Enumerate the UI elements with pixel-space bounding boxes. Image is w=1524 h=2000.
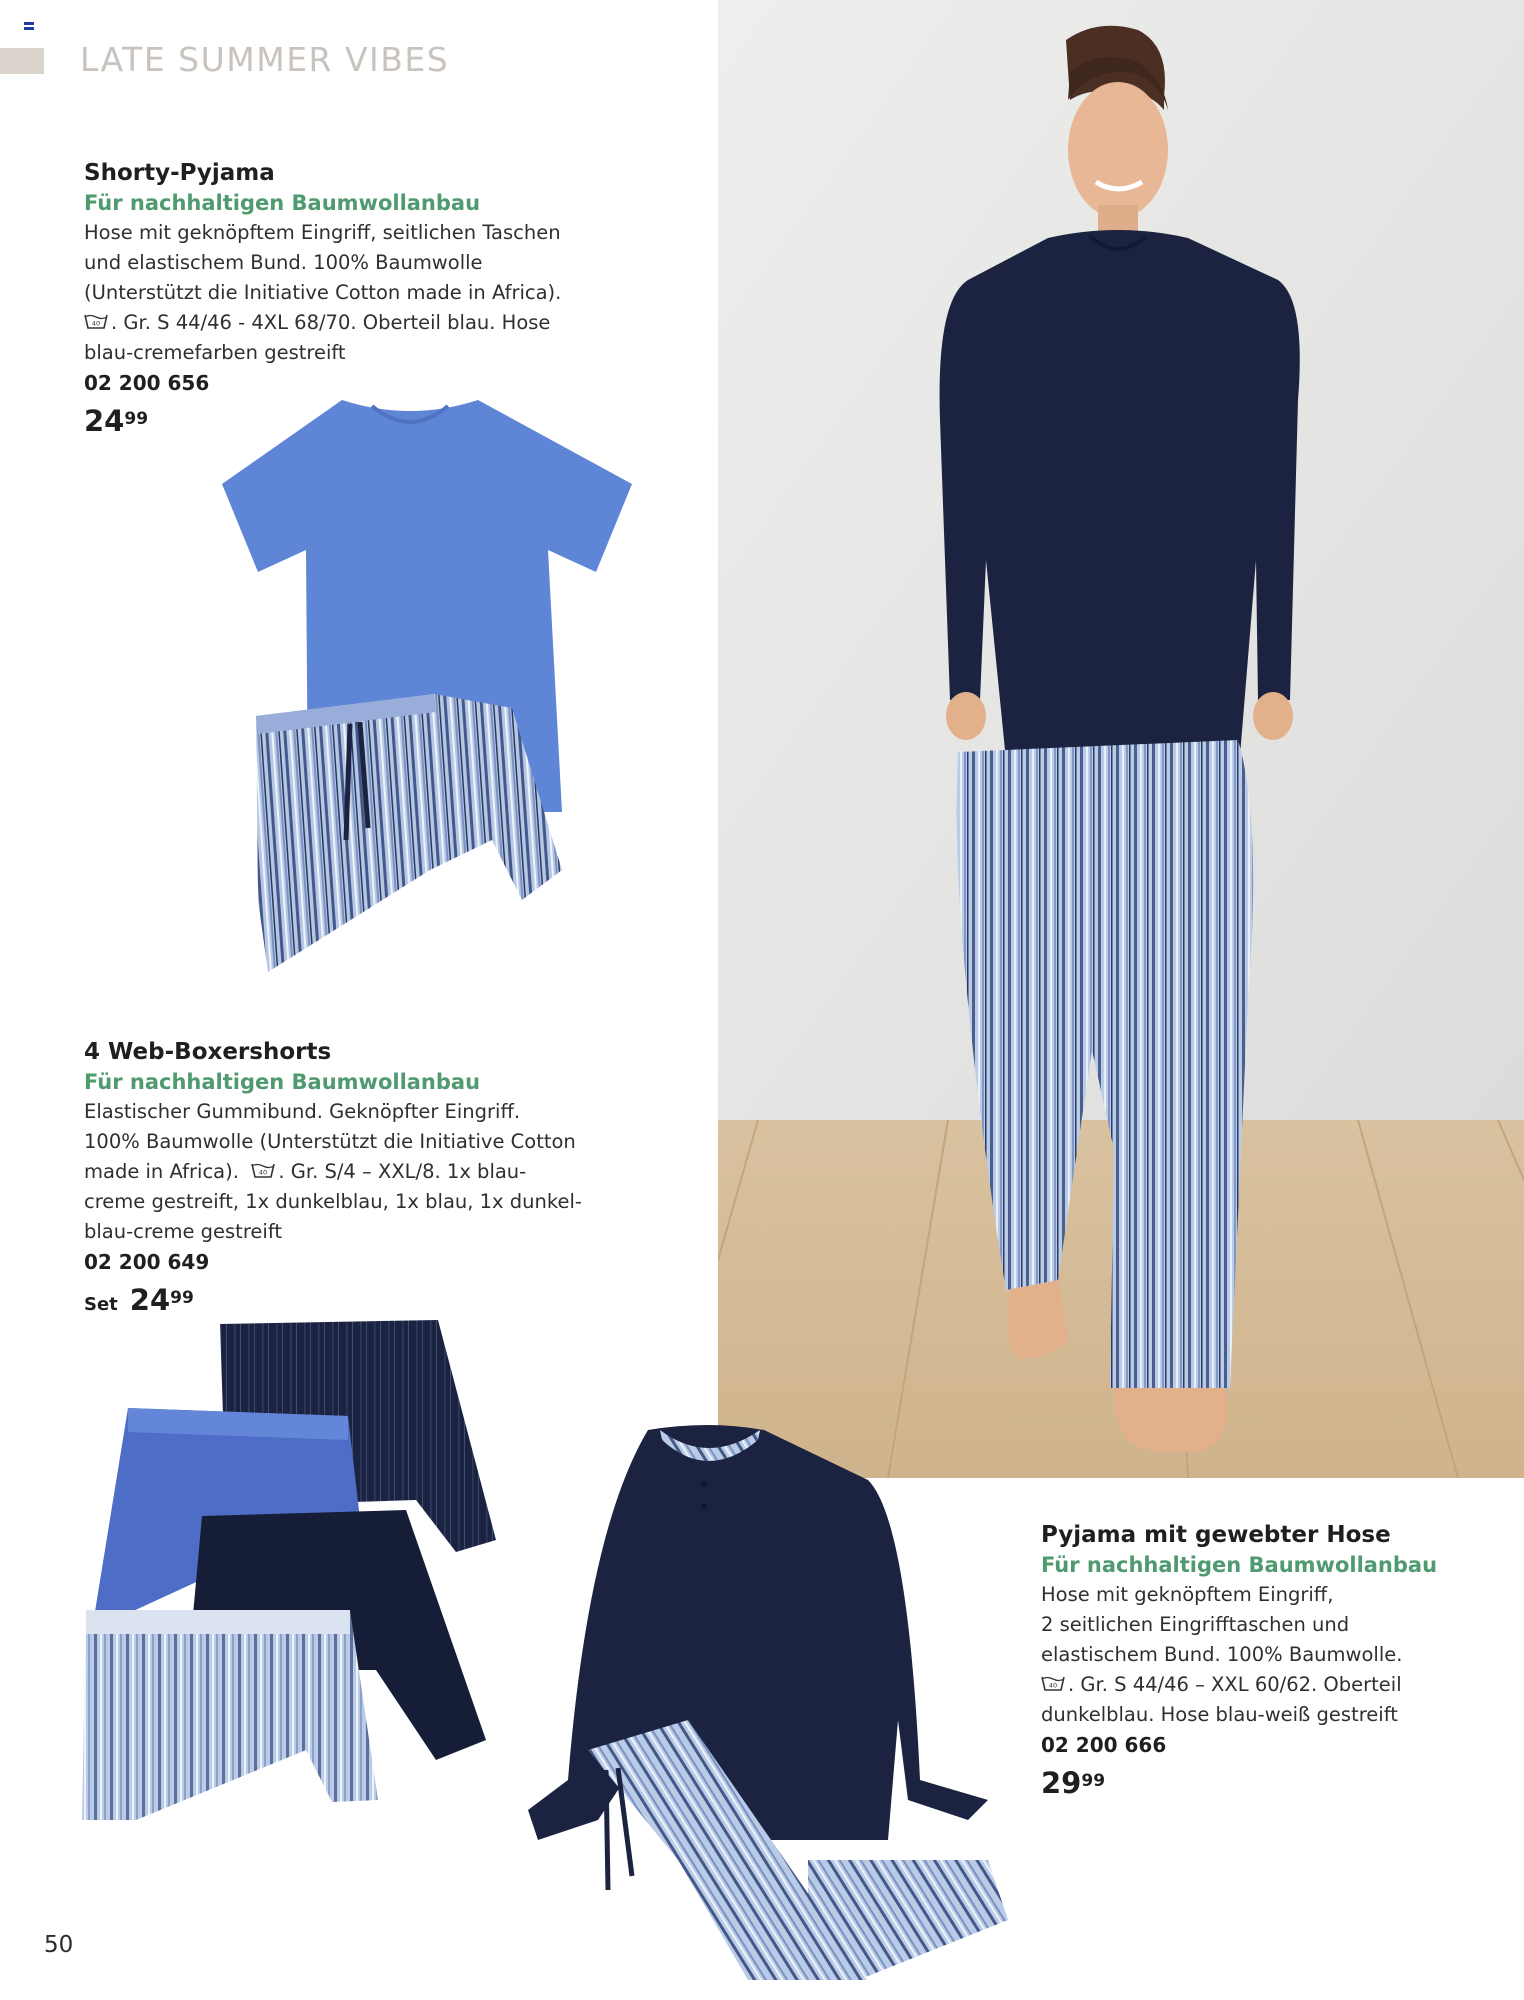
product-pyjama-woven: [1041, 1520, 1501, 1800]
model-photo: [718, 0, 1524, 1478]
svg-text:40: 40: [1048, 1681, 1058, 1690]
product-boxershorts: [84, 1037, 604, 1322]
desc-line: dunkelblau. Hose blau-weiß gestreift: [1041, 1703, 1398, 1726]
header-accent-bar: [0, 48, 44, 74]
wash-40-icon: [1041, 1675, 1065, 1693]
language-flag-icon: [24, 22, 34, 30]
product-image-pyjama-woven: [528, 1420, 1008, 1984]
price: $29^{99}$: [1041, 1766, 1106, 1800]
desc-line: Hose mit geknöpftem Eingriff, seitlichen Taschen: [84, 221, 561, 244]
article-number: 02 200 649: [84, 1250, 210, 1274]
svg-text:40: 40: [259, 1168, 268, 1177]
product-title: 4 Web-Boxershorts: [84, 1039, 332, 1065]
desc-line: blau-creme gestreift: [84, 1220, 282, 1243]
desc-line: 40 . Gr. S 44/46 – XXL 60/62. Oberteil: [1041, 1670, 1501, 1700]
page-number: 50: [44, 1932, 74, 1958]
wash-40-icon: [84, 313, 108, 331]
desc-line: Elastischer Gummibund. Geknöpfter Eingriff.: [84, 1100, 521, 1123]
desc-line: made in Africa). 40 . Gr. S/4 – XXL/8. 1x blau-: [84, 1160, 527, 1183]
page-headline: LATE SUMMER VIBES: [80, 40, 450, 79]
desc-line: blau-cremefarben gestreift: [84, 341, 346, 364]
eco-label: Für nachhaltigen Baumwollanbau: [1041, 1553, 1438, 1577]
article-number: 02 200 666: [1041, 1733, 1167, 1757]
eco-label: Für nachhaltigen Baumwollanbau: [84, 1070, 481, 1094]
product-image-shorty-pyjama: [222, 400, 642, 984]
desc-line: 40 . Gr. S 44/46 - 4XL 68/70. Oberteil blau. Hose: [84, 308, 604, 338]
wash-40-icon: [251, 1162, 275, 1180]
product-description: [1041, 1580, 1501, 1730]
desc-line: creme gestreift, 1x dunkelblau, 1x blau, 1x dunkel-: [84, 1190, 582, 1213]
eco-label: Für nachhaltigen Baumwollanbau: [84, 191, 481, 215]
product-title: Pyjama mit gewebter Hose: [1041, 1522, 1391, 1548]
price: Set $24^{99}$: [84, 1283, 194, 1317]
product-description: [84, 218, 604, 368]
desc-line: 100% Baumwolle (Unterstützt die Initiative Cotton: [84, 1130, 576, 1153]
desc-line: Hose mit geknöpftem Eingriff,: [1041, 1583, 1334, 1606]
price: $24^{99}$: [84, 404, 149, 438]
desc-line: elastischem Bund. 100% Baumwolle.: [1041, 1643, 1403, 1666]
desc-line: und elastischem Bund. 100% Baumwolle: [84, 251, 483, 274]
product-shorty-pyjama: [84, 158, 604, 438]
desc-line: 2 seitlichen Eingrifftaschen und: [1041, 1613, 1350, 1636]
desc-line: (Unterstützt die Initiative Cotton made in Africa).: [84, 281, 562, 304]
product-image-boxershorts: [76, 1320, 506, 1854]
article-number: 02 200 656: [84, 371, 210, 395]
product-description: [84, 1097, 604, 1247]
product-title: Shorty-Pyjama: [84, 160, 275, 186]
svg-text:40: 40: [91, 319, 101, 328]
